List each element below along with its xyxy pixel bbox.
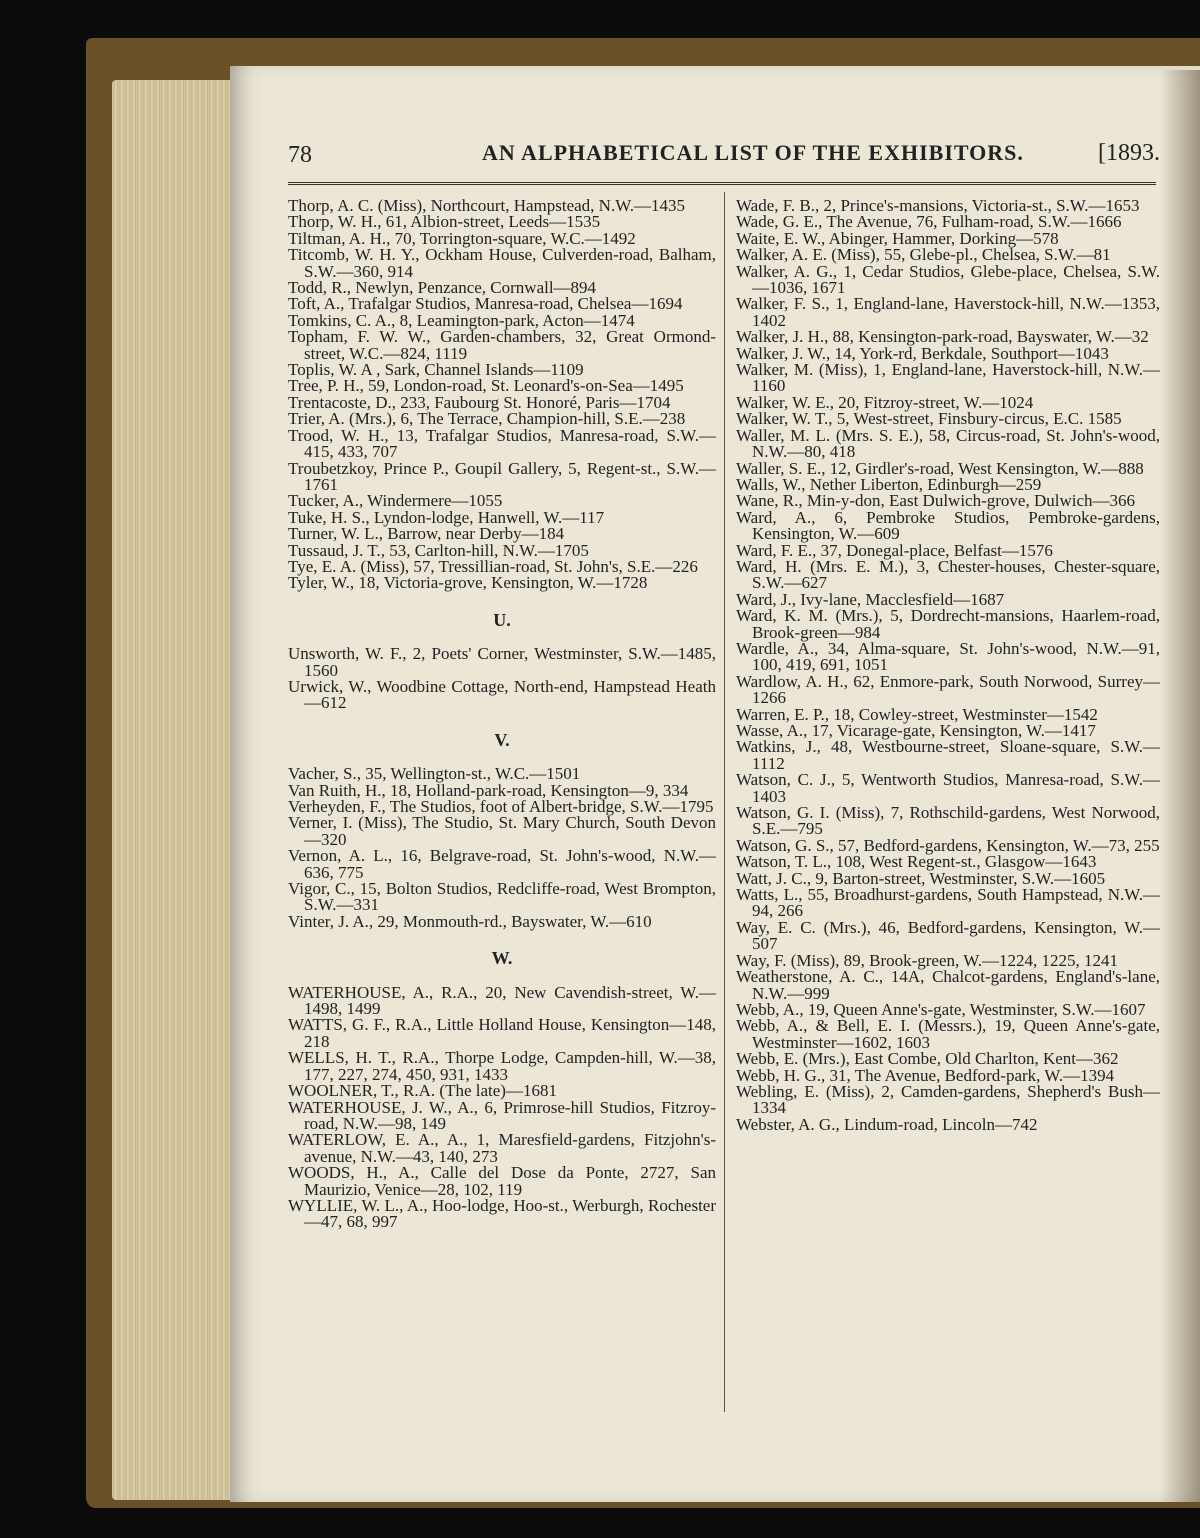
exhibitor-entry: Titcomb, W. H. Y., Ockham House, Culverden-road, Balham, S.W.—360, 914	[288, 245, 716, 281]
exhibitor-entry: Watt, J. C., 9, Barton-street, Westminster, S.W.—1605	[736, 868, 1106, 888]
exhibitor-entry: Ward, J., Ivy-lane, Macclesfield—1687	[736, 589, 1005, 609]
exhibitor-entry: Warren, E. P., 18, Cowley-street, Westminster—1542	[736, 704, 1098, 724]
exhibitor-entry: Walls, W., Nether Liberton, Edinburgh—259	[736, 474, 1042, 494]
right-column	[736, 198, 1160, 1133]
exhibitor-entry: Waller, M. L. (Mrs. S. E.), 58, Circus-road, St. John's-wood, N.W.—80, 418	[736, 425, 1160, 462]
exhibitor-entry: Walker, W. E., 20, Fitzroy-street, W.—1024	[736, 392, 1034, 412]
exhibitor-entry: Webling, E. (Miss), 2, Camden-gardens, Shepherd's Bush—1334	[736, 1081, 1160, 1118]
exhibitor-entry: Vacher, S., 35, Wellington-st., W.C.—1501	[288, 764, 581, 784]
exhibitor-entry: Tussaud, J. T., 53, Carlton-hill, N.W.—1705	[288, 540, 589, 560]
exhibitor-entry: Tomkins, C. A., 8, Leamington-park, Acton—1474	[288, 310, 635, 330]
exhibitor-entry: Webb, E. (Mrs.), East Combe, Old Charlton, Kent—362	[736, 1049, 1119, 1069]
exhibitor-entry: Ward, A., 6, Pembroke Studios, Pembroke-gardens, Kensington, W.—609	[736, 507, 1160, 544]
exhibitor-entry: Watts, L., 55, Broadhurst-gardens, South Hampstead, N.W.—94, 266	[736, 885, 1160, 921]
exhibitor-entry: Way, E. C. (Mrs.), 46, Bedford-gardens, Kensington, W.—507	[736, 917, 1160, 954]
exhibitor-entry: Urwick, W., Woodbine Cottage, North-end, Hampstead Heath—612	[288, 676, 716, 713]
exhibitor-entry: Trier, A. (Mrs.), 6, The Terrace, Champion-hill, S.E.—238	[288, 409, 686, 429]
exhibitor-entry: Webb, A., 19, Queen Anne's-gate, Westminster, S.W.—1607	[736, 999, 1146, 1019]
exhibitor-entry: Vernon, A. L., 16, Belgrave-road, St. John's-wood, N.W.—636, 775	[288, 846, 716, 882]
exhibitor-entry: Walker, J. W., 14, York-rd, Berkdale, Southport—1043	[736, 343, 1109, 363]
exhibitor-entry: WATERHOUSE, J. W., A., 6, Primrose-hill Studios, Fitzroy-road, N.W.—98, 149	[288, 1097, 716, 1133]
exhibitor-entry: Toplis, W. A , Sark, Channel Islands—1109	[288, 360, 584, 380]
exhibitor-entry: Verner, I. (Miss), The Studio, St. Mary Church, South Devon—320	[288, 813, 716, 849]
exhibitor-entry: Verheyden, F., The Studios, foot of Albert-bridge, S.W.—1795	[288, 797, 714, 816]
page-title: AN ALPHABETICAL LIST OF THE EXHIBITORS.	[482, 140, 1024, 165]
exhibitor-entry: Walker, A. G., 1, Cedar Studios, Glebe-place, Chelsea, S.W.—1036, 1671	[736, 261, 1160, 298]
exhibitor-entry: Webb, H. G., 31, The Avenue, Bedford-park, W.—1394	[736, 1065, 1115, 1085]
exhibitor-entry: Thorp, A. C. (Miss), Northcourt, Hampstead, N.W.—1435	[288, 196, 685, 215]
header-rule	[288, 182, 1156, 185]
running-head	[288, 140, 1170, 176]
exhibitor-entry: Waller, S. E., 12, Girdler's-road, West Kensington, W.—888	[736, 458, 1144, 478]
exhibitor-entry: Ward, F. E., 37, Donegal-place, Belfast—1576	[736, 540, 1053, 560]
exhibitor-entry: Tucker, A., Windermere—1055	[288, 491, 503, 511]
exhibitor-entry: Waite, E. W., Abinger, Hammer, Dorking—578	[736, 228, 1059, 248]
entries-w-continued	[736, 198, 1160, 1133]
exhibitor-entry: Vinter, J. A., 29, Monmouth-rd., Bayswater, W.—610	[288, 911, 652, 931]
exhibitor-entry: Walker, A. E. (Miss), 55, Glebe-pl., Chelsea, S.W.—81	[736, 245, 1111, 265]
entries-u	[288, 646, 716, 712]
exhibitor-entry: Tye, E. A. (Miss), 57, Tressillian-road, St. John's, S.E.—226	[288, 556, 698, 576]
section-heading-u: U.	[493, 609, 511, 630]
exhibitor-entry: Ward, H. (Mrs. E. M.), 3, Chester-houses, Chester-square, S.W.—627	[736, 556, 1160, 593]
exhibitor-entry: Walker, F. S., 1, England-lane, Haverstock-hill, N.W.—1353, 1402	[736, 294, 1160, 330]
exhibitor-entry: Trood, W. H., 13, Trafalgar Studios, Manresa-road, S.W.—415, 433, 707	[288, 425, 716, 462]
section-heading-w: W.	[491, 948, 513, 969]
exhibitor-entry: Thorp, W. H., 61, Albion-street, Leeds—1535	[288, 212, 601, 232]
exhibitor-entry: Watson, G. S., 57, Bedford-gardens, Kensington, W.—73, 255	[736, 835, 1160, 855]
exhibitor-entry: Weatherstone, A. C., 14A, Chalcot-gardens, England's-lane, N.W.—999	[736, 967, 1160, 1003]
exhibitor-entry: WATERHOUSE, A., R.A., 20, New Cavendish-street, W.—1498, 1499	[288, 982, 716, 1019]
exhibitor-entry: Toft, A., Trafalgar Studios, Manresa-road, Chelsea—1694	[288, 294, 683, 314]
exhibitor-entry: Wade, F. B., 2, Prince's-mansions, Victoria-st., S.W.—1653	[736, 196, 1140, 215]
exhibitor-entry: Vigor, C., 15, Bolton Studios, Redcliffe-road, West Brompton, S.W.—331	[288, 879, 716, 915]
exhibitor-entry: Tiltman, A. H., 70, Torrington-square, W.C.—1492	[288, 228, 636, 248]
exhibitor-entry: Wardle, A., 34, Alma-square, St. John's-wood, N.W.—91, 100, 419, 691, 1051	[736, 638, 1160, 675]
page-edges	[112, 80, 232, 1500]
exhibitor-entry: Troubetzkoy, Prince P., Goupil Gallery, 5, Regent-st., S.W.—1761	[288, 458, 716, 494]
exhibitor-entry: Van Ruith, H., 18, Holland-park-road, Kensington—9, 334	[288, 780, 689, 800]
exhibitor-entry: Watson, G. I. (Miss), 7, Rothschild-gardens, West Norwood, S.E.—795	[736, 803, 1160, 839]
exhibitor-entry: Wane, R., Min-y-don, East Dulwich-grove, Dulwich—366	[736, 491, 1136, 511]
exhibitor-entry: Walker, J. H., 88, Kensington-park-road, Bayswater, W.—32	[736, 327, 1149, 347]
page-number: 78	[288, 142, 312, 168]
exhibitor-entry: WOODS, H., A., Calle del Dose da Ponte, 2727, San Maurizio, Venice—28, 102, 119	[288, 1163, 716, 1199]
exhibitor-entry: Wade, G. E., The Avenue, 76, Fulham-road, S.W.—1666	[736, 212, 1122, 232]
exhibitor-entry: Watkins, J., 48, Westbourne-street, Sloane-square, S.W.—1112	[736, 737, 1160, 773]
exhibitor-entry: WATTS, G. F., R.A., Little Holland House, Kensington—148, 218	[288, 1015, 716, 1051]
exhibitor-entry: WYLLIE, W. L., A., Hoo-lodge, Hoo-st., Werburgh, Rochester—47, 68, 997	[288, 1195, 716, 1232]
exhibitor-entry: WATERLOW, E. A., A., 1, Maresfield-gardens, Fitzjohn's-avenue, N.W.—43, 140, 273	[288, 1130, 716, 1166]
exhibitor-entry: Webster, A. G., Lindum-road, Lincoln—742	[736, 1114, 1038, 1134]
left-column	[288, 198, 716, 1231]
entries-v	[288, 766, 716, 930]
section-heading-v: V.	[494, 729, 510, 750]
exhibitor-entry: Watson, C. J., 5, Wentworth Studios, Manresa-road, S.W.—1403	[736, 770, 1160, 806]
exhibitor-entry: Trentacoste, D., 233, Faubourg St. Honoré, Paris—1704	[288, 392, 671, 412]
exhibitor-entry: Turner, W. L., Barrow, near Derby—184	[288, 524, 565, 544]
exhibitor-entry: Walker, M. (Miss), 1, England-lane, Haverstock-hill, N.W.—1160	[736, 360, 1160, 396]
page-year: [1893.	[1098, 140, 1160, 166]
entries-w	[288, 982, 716, 1232]
exhibitor-entry: Wardlow, A. H., 62, Enmore-park, South Norwood, Surrey—1266	[736, 671, 1160, 708]
entries-t	[288, 198, 716, 592]
exhibitor-entry: Ward, K. M. (Mrs.), 5, Dordrecht-mansions, Haarlem-road, Brook-green—984	[736, 606, 1160, 642]
exhibitor-entry: Topham, F. W. W., Garden-chambers, 32, Great Ormond-street, W.C.—824, 1119	[288, 327, 716, 363]
column-divider	[724, 192, 725, 1412]
exhibitor-entry: Tuke, H. S., Lyndon-lodge, Hanwell, W.—117	[288, 507, 605, 527]
binding-gutter	[1160, 70, 1200, 1502]
exhibitor-entry: Tree, P. H., 59, London-road, St. Leonard's-on-Sea—1495	[288, 376, 684, 396]
exhibitor-entry: Way, F. (Miss), 89, Brook-green, W.—1224, 1225, 1241	[736, 950, 1118, 970]
exhibitor-entry: WELLS, H. T., R.A., Thorpe Lodge, Campden-hill, W.—38, 177, 227, 274, 450, 931, 1433	[288, 1048, 716, 1084]
exhibitor-entry: Webb, A., & Bell, E. I. (Messrs.), 19, Queen Anne's-gate, Westminster—1602, 1603	[736, 1016, 1160, 1052]
exhibitor-entry: Walker, W. T., 5, West-street, Finsbury-circus, E.C. 1585	[736, 409, 1122, 429]
exhibitor-entry: Tyler, W., 18, Victoria-grove, Kensington, W.—1728	[288, 573, 648, 593]
exhibitor-entry: Unsworth, W. F., 2, Poets' Corner, Westminster, S.W.—1485, 1560	[288, 644, 716, 680]
exhibitor-entry: Wasse, A., 17, Vicarage-gate, Kensington, W.—1417	[736, 721, 1096, 740]
exhibitor-entry: WOOLNER, T., R.A. (The late)—1681	[288, 1081, 557, 1101]
exhibitor-entry: Watson, T. L., 108, West Regent-st., Glasgow—1643	[736, 852, 1097, 872]
exhibitor-entry: Todd, R., Newlyn, Penzance, Cornwall—894	[288, 278, 597, 298]
